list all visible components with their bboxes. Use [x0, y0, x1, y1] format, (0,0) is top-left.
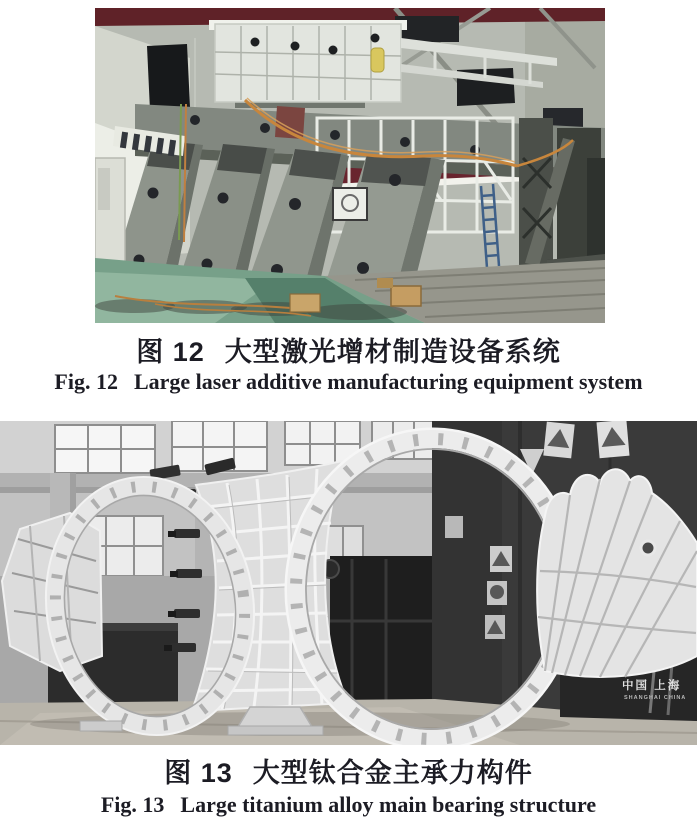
figure-12-title-zh: 大型激光增材制造设备系统 — [224, 337, 561, 367]
figure-13-label-zh: 图 13 — [164, 758, 233, 788]
watermark-chinese: 中国 上海 — [622, 680, 682, 692]
figure-13-title-en: Large titanium alloy main bearing structure — [180, 792, 597, 817]
figure-12-caption-en — [0, 369, 697, 395]
figure-13-caption-zh — [0, 751, 697, 790]
factory-photo-color — [95, 8, 605, 323]
figure-12-title-en: Large laser additive manufacturing equipment system — [133, 369, 643, 394]
left-white-cabinet — [95, 158, 125, 264]
figure-12-caption-zh — [0, 330, 697, 369]
figure-12-photo — [95, 8, 605, 323]
column-sign-plaque — [333, 188, 367, 220]
figure-13-caption-en — [0, 792, 697, 818]
figure-13-photo — [0, 421, 697, 745]
fan-panel-hole — [641, 541, 655, 555]
yellow-cylinder — [371, 48, 384, 72]
wooden-block-small — [377, 278, 393, 288]
figure-13-title-zh: 大型钛合金主承力构件 — [252, 758, 533, 788]
wooden-crate — [290, 294, 320, 312]
figure-12-label-en: Fig. 12 — [54, 369, 118, 394]
figure-12-label-zh: 图 12 — [136, 337, 205, 367]
wooden-block — [391, 286, 421, 306]
figure-13-label-en: Fig. 13 — [100, 792, 165, 817]
workshop-photo-grayscale — [0, 421, 697, 745]
watermark-english: SHANGHAI CHINA — [624, 695, 687, 701]
